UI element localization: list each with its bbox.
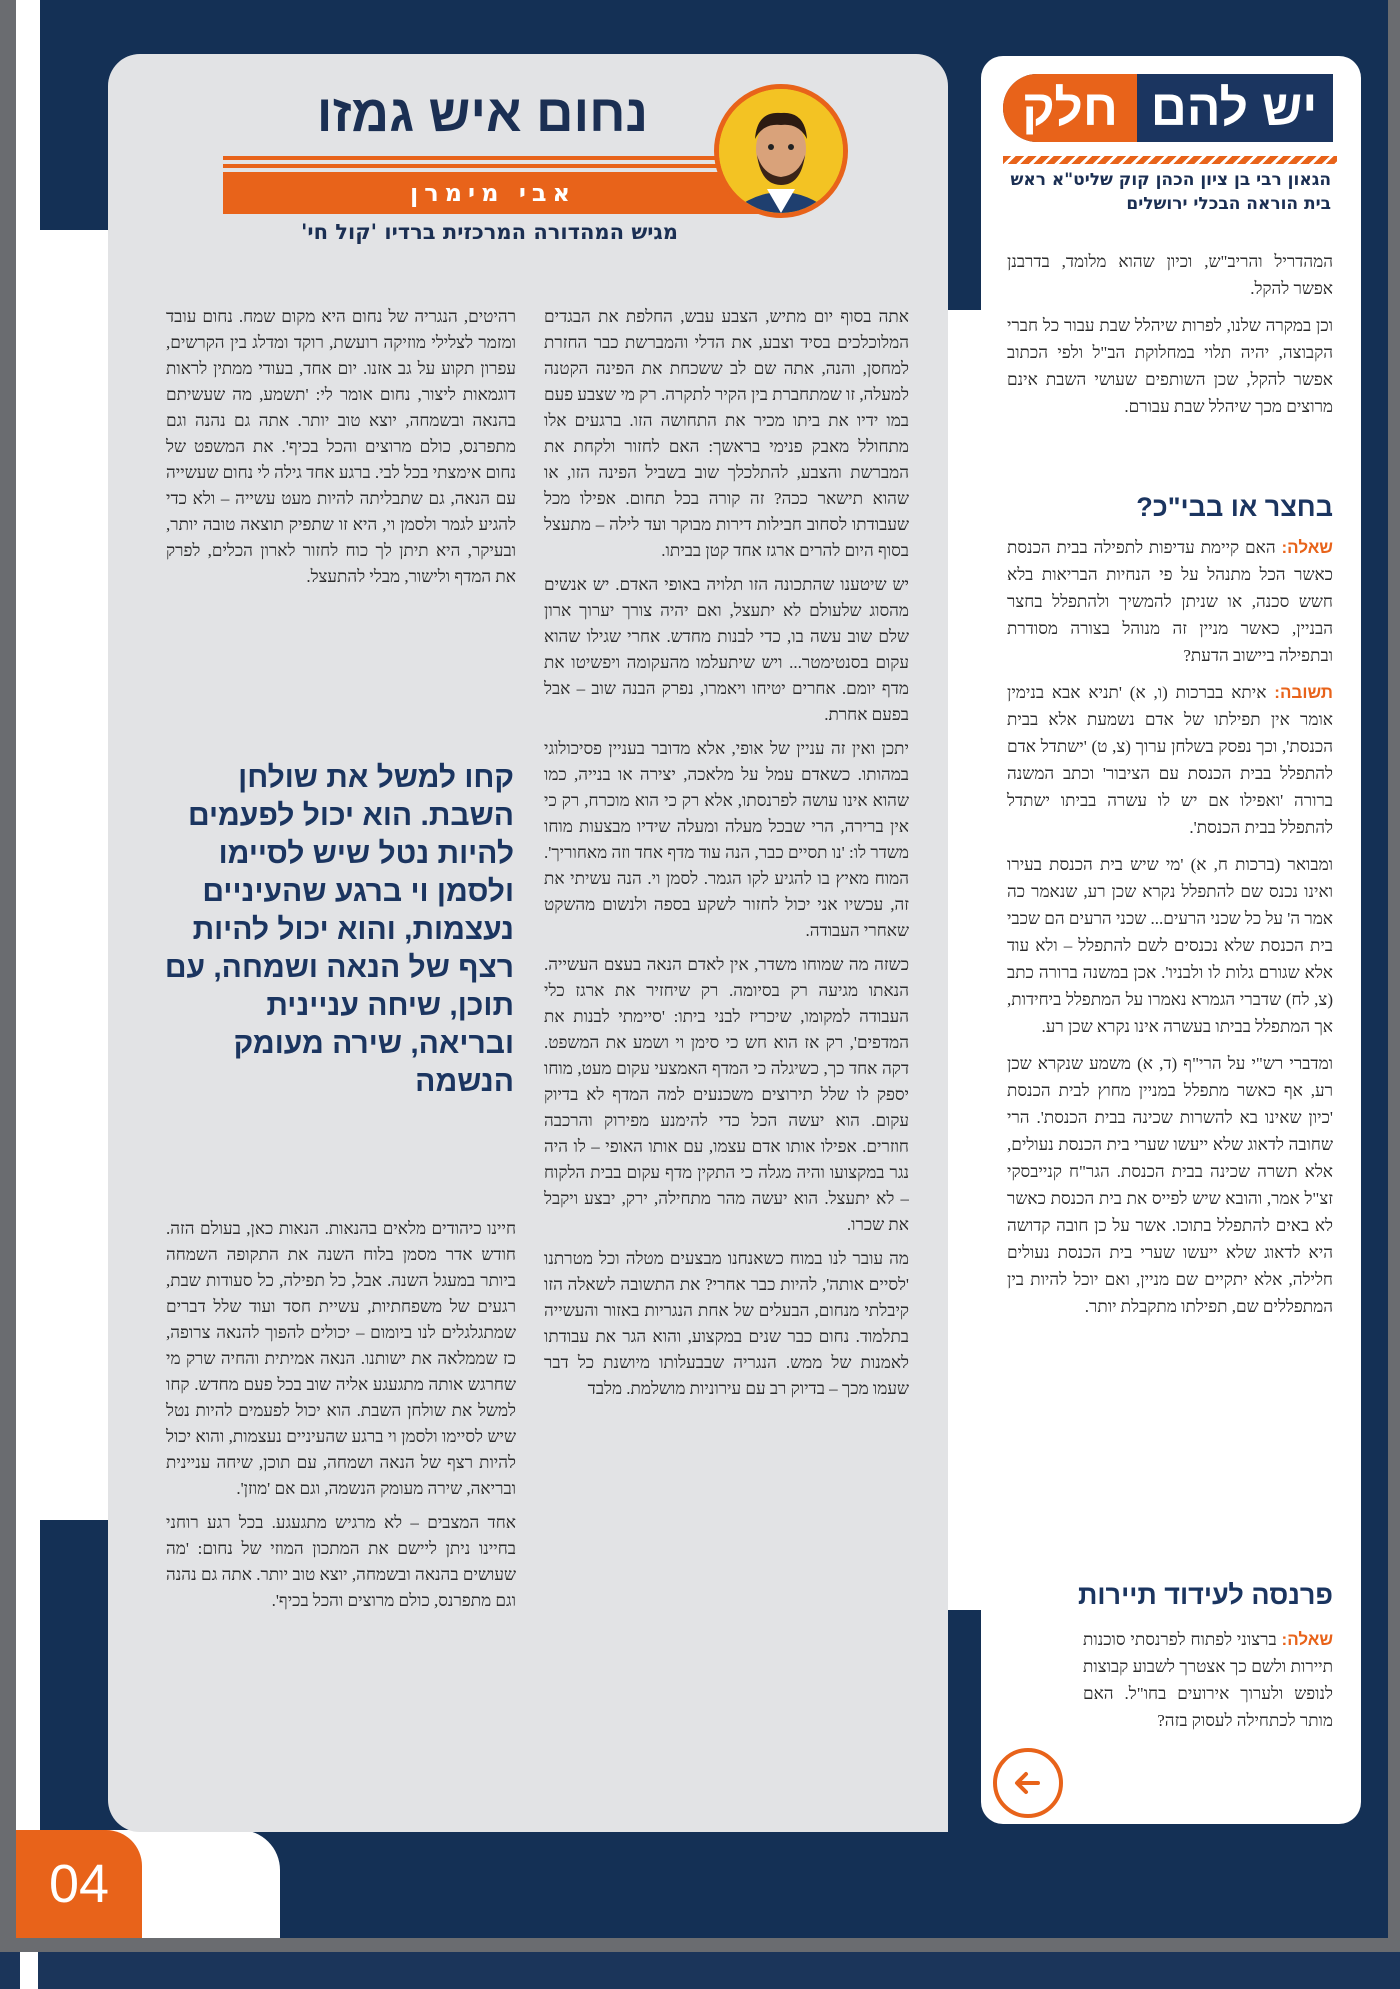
qa-block xyxy=(1083,1626,1333,1744)
back-arrow-button[interactable] xyxy=(993,1748,1063,1818)
next-page-edge xyxy=(0,1952,1400,1989)
section-heading: פרנסה לעידוד תיירות xyxy=(1078,1580,1333,1610)
sidebar-intro xyxy=(1007,248,1333,430)
paragraph: יתכן ואין זה עניין של אופי, אלא מדובר בעניין פסיכולוגי במהותו. כשאדם עמל על מלאכה, יצירה או בנייה, כמו שהוא אינו עושה לפרנסתו, אלא רק כי הוא מוכרח, רק כי אין ברירה, הרי שבכל מעלה ומעלה שידיו מבצעות מוחו משדר לו: 'נו תסיים כבר, הנה עוד מדף אחד וזה מאחוריך'. המוח מאיץ בו להגיע לקו הגמר. לסמן וי. הנה עשיתי את זה, עכשיו אני יכול לחזור לשקע בספה ולנשום מהשקט שאחרי העבודה. xyxy=(544,739,909,940)
question-label: שאלה: xyxy=(1281,1630,1334,1649)
paragraph: ומבואר (ברכות ח, א) 'מי שיש בית הכנסת בעירו ואינו נכנס שם להתפלל נקרא שכן רע, שנאמר כה אמר ה' על כל שכני הרעים... שכני הרעים הם שכבי בית הכנסת שלא נכנסים לשם להתפלל – ולא עוד אלא שגורם גלות לו ולבניו'. אכן במשנה ברורה כתב (צ, לח) שדברי הגמרא נאמרו על המתפלל ביחידות, אך המתפלל בביתו בעשרה אינו נקרא שכן רע. xyxy=(1007,855,1333,1036)
answer-label: תשובה: xyxy=(1274,683,1333,702)
author-role: מגיש המהדורה המרכזית ברדיו 'קול חי' xyxy=(300,220,678,244)
paragraph: מה עובר לנו במוח כשאנחנו מבצעים מטלה וכל מטרתנו 'לסיים אותה', להיות כבר אחרי? את התשובה לשאלה הזו קיבלתי מנחום, הבעלים של אחת הנגריות באזור והעשייה בתלמוד. נחום כבר שנים במקצוע, והוא הגר את עבודתו לאמנות של ממש. הנגריה שבבעלותו מיושנת כל דבר שעמו מכך – בדיוק רב עם עירוניות מושלמת. מלבד xyxy=(544,1249,909,1398)
section-badge-title: יש להם xyxy=(1150,80,1318,136)
article-column-left-top xyxy=(166,304,516,734)
article-card xyxy=(108,54,948,1832)
avatar-portrait xyxy=(719,89,843,213)
paragraph: אחד המצבים – לא מרגיש מתגעגע. בכל רגע רוחני בחיינו ניתן ליישם את המתכון המוזי של נחום: 'מה שעושים בהנאה ובשמחה, יוצא טוב יותר. אתה גם נהנה וגם מתפרנס, כולם מרוצים והכל בכיף'. xyxy=(166,1513,516,1610)
magazine-page xyxy=(16,0,1388,1938)
sidebar-byline: הגאון רבי בן ציון הכהן קוק שליט"א ראש בית הוראה הבכלי ירושלים xyxy=(1010,170,1331,214)
paragraph: וכן במקרה שלנו, לפרות שיהלל שבת עבור כל חברי הקבוצה, יהיה תלוי במחלוקת הב"ל ולפי הכתוב אפשר להקל, שכן השותפים שעושי השבת אינם מרוצים מכך שיהלל שבת עבורם. xyxy=(1007,316,1333,416)
sidebar-box xyxy=(981,56,1361,1824)
paragraph: אתה בסוף יום מתיש, הצבע עבש, החלפת את הבגדים המלוכלכים בסיד וצבע, את הדלי והמברשת כבר החזרת למחסן, והנה, אתה שם לב ששכחת את הפינה הקטנה למעלה, זו שמתחברת בין הקיר לתקרה. רק מי שצבע פעם במו ידיו את ביתו מכיר את התחושה הזו. ברגעים אלו מתחולל מאבק פנימי בראשך: האם לחזור ולקחת את המברשת והצבע, להתלכלך שוב בשביל הפינה הזו, או שהוא תישאר ככה? זה קורה בכל תחום. אפילו מכל שעבודתו לסחוב חבילות דירות מבוקר ועד לילה – מתעצל בסוף היום להרים ארגז אחד קטן בביתו. xyxy=(544,307,909,560)
author-avatar xyxy=(714,84,848,218)
left-white-band xyxy=(40,230,110,1520)
author-bar xyxy=(223,172,763,214)
paragraph: ומדברי רש"י על הרי"ף (ד, א) משמע שנקרא שכן רע, אף כאשר מתפלל במניין מחוץ לבית הכנסת 'כיון שאינו בא להשרות שכינה בבית הכנסת'. הרי שחובה לדאוג שלא ייעשו שערי בית הכנסת נעולים, אלא תשרה שכינה בבית הכנסת. הגר"ח קנייבסקי זצ"ל אמר, והובא שיש לפייס את בית הכנסת כאשר לא באים להתפלל בתוכו. אשר על כן חובה קדושה היא לדאוג שלא ייעשו שערי בית הכנסת נעולים חלילה, אלא יתקיים שם מניין, ואם יוכל להיות בין המתפללים שם, תפילתו מתקבלת יותר. xyxy=(1007,1054,1333,1316)
article-column-right xyxy=(544,304,909,1814)
pull-quote: קחו למשל את שולחן השבת. הוא יכול לפעמים להיות נטל שיש לסיימו ולסמן וי ברגע שהעיניים נעצמות, והוא יכול להיות רצף של הנאה ושמחה, עם תוכן, שיחה עניינית ובריאה, שירה מעומק הנשמה xyxy=(164,761,514,1098)
question-text: האם קיימת עדיפות לתפילה בבית הכנסת כאשר הכל מתנהל על פי הנחיות הבריאות בלא חשש סכנה, או שניתן להמשיך ולהתפלל בחצר הבניין, כאשר מניין זה מנוהל בצורה מסודרת ובתפילה ביישוב הדעת? xyxy=(1007,538,1333,665)
paragraph: כשזה מה שמוחו משדר, אין לאדם הנאה בעצם העשייה. הנאתו מגיעה רק בסיומה. רק שיחזיר את ארגז כלי העבודה למקומו, שיכריז לבני ביתו: 'סיימתי לבנות את המדפים', רק אז הוא חש כי סימן וי ושמע את המשפט. דקה אחד כך, כשיגלה כי המדף האמצעי עקום מעט, מוחו יספק לו שלל תירוצים משכנעים למה המדף לא בדיוק עקום. הוא יעשה הכל כדי להימנע מפירוק והרכבה חוזרים. אפילו אותו אדם עצמו, עם אותו האופי – לו היה נגר במקצועו והיה מגלה כי התקין מדף עקום בבית הלקוח – לא יתעצל. הוא יעשה מהר מתחילה, ירק, יבצע ויקבל את שכרו. xyxy=(544,955,909,1234)
section-heading: בחצר או בבי"כ? xyxy=(1136,492,1333,522)
qa-block xyxy=(1007,534,1333,1330)
paragraph: חיינו כיהודים מלאים בהנאות. הנאות כאן, בעולם הזה. חודש אדר מסמן בלוח השנה את התקופה השמחה ביותר במעגל השנה. אבל, כל תפילה, כל סעודות שבת, רגעים של משפחתיות, עשיית חסד ועוד שלל דברים שמתגלגלים לנו ביומום – יכולים להפוך להנאה צרופה, כז שממלאה את ישותנו. הנאה אמיתית והחיה שרק מי שחרגש אותה מתגעגע אליה שוב בכל פעם מחדש. קחו למשל את שולחן השבת. הוא יכול לפעמים להיות נטל שיש לסיימו ולסמן וי ברגע שהעיניים נעצמות, והוא יכול להיות רצף של הנאה ושמחה, עם תוכן, שיחה עניינית ובריאה, שירה מעומק הנשמה, וגם אם 'מוזן'. xyxy=(166,1219,516,1498)
badge-stripe xyxy=(1003,156,1337,164)
back-arrow-icon xyxy=(1008,1763,1048,1803)
author-name: אבי מימרן xyxy=(409,179,577,207)
paragraph: המהדריל והריב"ש, וכיון שהוא מלומד, בדרבנן אפשר להקל. xyxy=(1007,252,1333,298)
headline-stripe xyxy=(223,156,763,160)
page-number: 04 xyxy=(16,1830,142,1938)
article-headline: נחום איש גמזו xyxy=(316,85,648,143)
section-badge-orange: חלק xyxy=(1003,74,1137,142)
article-column-left-bottom xyxy=(166,1216,516,1816)
answer-text: איתא בברכות (ו, א) 'תניא אבא בנימין אומר אין תפילתו של אדם נשמעת אלא בבית הכנסת', וכך נפסק בשלחן ערוך (צ, ט) 'ישתדל אדם להתפלל בבית הכנסת עם הציבור' וכתב המשנה ברורה 'ואפילו אם יש לו עשרה בביתו ישתדל להתפלל בבית הכנסת'. xyxy=(1007,683,1333,837)
headline-stripe xyxy=(223,164,763,168)
next-page-margin xyxy=(20,1952,38,1989)
left-margin xyxy=(16,0,40,1938)
question-label: שאלה: xyxy=(1281,538,1333,557)
question-text: ברצוני לפתוח לפרנסתי סוכנות תיירות ולשם כך אצטרך לשבוע קבוצות לנופש ולערוך אירועים בחו"ל. האם מותר לכתחילה לעסוק בזה? xyxy=(1083,1630,1333,1730)
paragraph: יש שיטענו שהתכונה הזו תלויה באופי האדם. יש אנשים מהסוג שלעולם לא יתעצל, ואם יהיה צורך יערוך ארון שלם שוב עשה בו, כדי לבנות מחדש. אחרי שגילו שהוא עקום בסנטימטר... ויש שיתעלמו מהעקומה ויפשיטו את מדף יומם. אחרים יטיחו ויאמרו, נפרק הבנה שוב – אבל בפעם אחרת. xyxy=(544,575,909,724)
paragraph: רהיטים, הנגריה של נחום היא מקום שמח. נחום עובד ומזמר לצלילי מוזיקה רועשת, רוקד ומדלג בין הקרשים, עפרון תקוע על גב אזנו. יום אחד, בעודי ממתין לראות דוגמאות ליצור, נחום אומר לי: 'תשמע, מה שעשיתם בהנאה ובשמחה, יוצא טוב יותר. אתה גם נהנה וגם מתפרנס, כולם מרוצים והכל בכיף'. את המשפט של נחום אימצתי בכל לבי. ברגע אחד גילה לי נחום שעשייה עם הנאה, גם שתבליתה להיות מעט עשייה – ולא כדי להגיע לגמר ולסמן וי, היא זו שתפיק תוצאה טובה יותר, ובעיקר, היא תיתן לך כוח לחזור לארון הכלים, לפרק את המדף ולישור, מבלי להתעצל. xyxy=(166,307,516,586)
